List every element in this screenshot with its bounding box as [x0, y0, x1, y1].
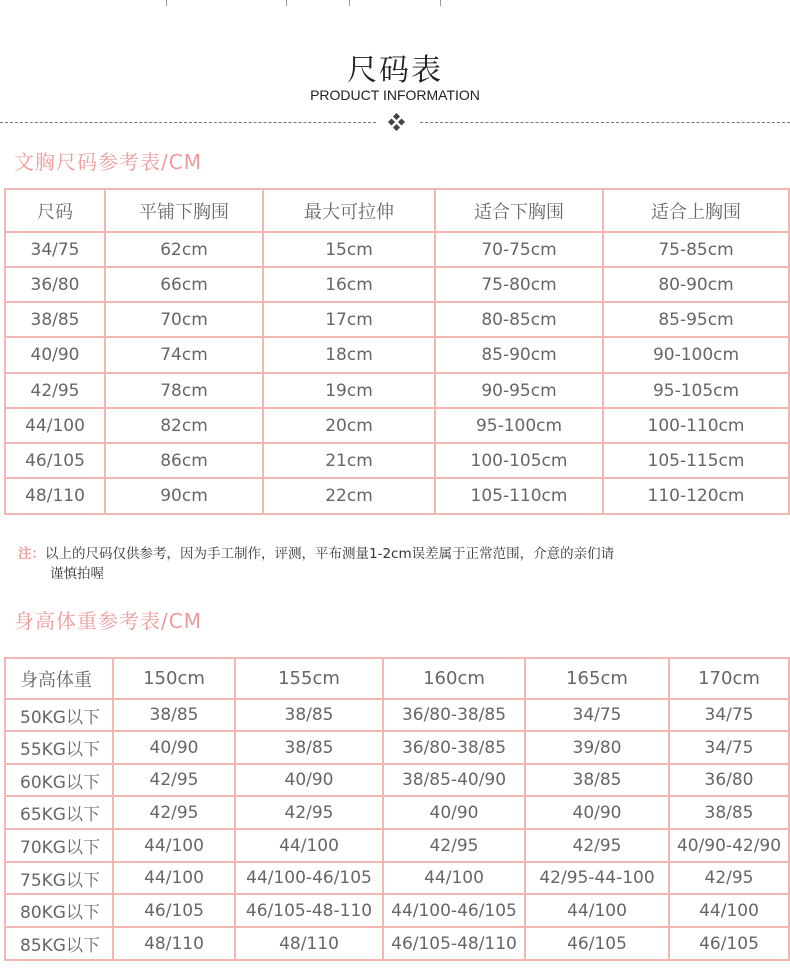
column-header: 最大可拉伸 [263, 189, 435, 232]
row-label-cell: 75KG以下 [5, 862, 113, 894]
height-weight-table [4, 657, 790, 961]
table-cell: 38/85 [669, 796, 789, 829]
table-cell: 40/90-42/90 [669, 829, 789, 862]
table-cell: 46/105-48/110 [383, 927, 525, 960]
row-label-cell: 65KG以下 [5, 796, 113, 829]
table-cell: 44/100 [113, 829, 235, 862]
table-cell: 42/95 [383, 829, 525, 862]
column-header: 尺码 [5, 189, 105, 232]
row-label-cell: 80KG以下 [5, 894, 113, 927]
note-label: 注： [18, 546, 45, 562]
row-label-cell: 55KG以下 [5, 731, 113, 764]
row-label-cell: 46/105 [5, 443, 105, 478]
table-cell: 34/75 [669, 699, 789, 731]
table-cell: 80-85cm [435, 302, 603, 337]
table-cell: 70cm [105, 302, 263, 337]
table-cell: 15cm [263, 232, 435, 267]
table-cell: 20cm [263, 408, 435, 443]
bra-table-heading: 文胸尺码参考表/CM [14, 150, 202, 174]
table-cell: 18cm [263, 337, 435, 373]
table-cell: 42/95 [525, 829, 669, 862]
table-row [5, 731, 789, 764]
bra-size-table [4, 188, 790, 515]
table-cell: 48/110 [235, 927, 383, 960]
table-cell: 90cm [105, 478, 263, 514]
table-cell: 46/105 [525, 927, 669, 960]
table-cell: 90-95cm [435, 373, 603, 408]
divider-left [0, 122, 376, 123]
table-cell: 46/105 [669, 927, 789, 960]
table-row [5, 699, 789, 731]
table-row [5, 337, 789, 373]
table-cell: 34/75 [525, 699, 669, 731]
table-cell: 42/95 [113, 764, 235, 796]
table-row [5, 373, 789, 408]
table-cell: 100-110cm [603, 408, 789, 443]
table-cell: 66cm [105, 267, 263, 302]
table-cell: 16cm [263, 267, 435, 302]
table-cell: 42/95 [669, 862, 789, 894]
table-cell: 17cm [263, 302, 435, 337]
table-cell: 21cm [263, 443, 435, 478]
table-row [5, 764, 789, 796]
note-line-2: 谨慎拍喔 [50, 566, 104, 582]
table-cell: 19cm [263, 373, 435, 408]
table-row [5, 443, 789, 478]
column-header: 150cm [113, 658, 235, 699]
table-cell: 70-75cm [435, 232, 603, 267]
row-label-cell: 50KG以下 [5, 699, 113, 731]
table-cell: 48/110 [113, 927, 235, 960]
table-cell: 105-115cm [603, 443, 789, 478]
table-cell: 44/100-46/105 [235, 862, 383, 894]
table-cell: 44/100 [383, 862, 525, 894]
table-cell: 74cm [105, 337, 263, 373]
row-label-cell: 40/90 [5, 337, 105, 373]
column-header: 160cm [383, 658, 525, 699]
table-cell: 95-100cm [435, 408, 603, 443]
column-header: 平铺下胸围 [105, 189, 263, 232]
table-cell: 38/85 [235, 731, 383, 764]
table-cell: 46/105 [113, 894, 235, 927]
table-cell: 85-95cm [603, 302, 789, 337]
table-row [5, 862, 789, 894]
table-cell: 34/75 [669, 731, 789, 764]
size-note [18, 544, 778, 584]
body-table-heading: 身高体重参考表/CM [14, 609, 202, 633]
page-subtitle: PRODUCT INFORMATION [310, 87, 480, 103]
table-cell: 44/100-46/105 [383, 894, 525, 927]
row-label-cell: 42/95 [5, 373, 105, 408]
table-row [5, 302, 789, 337]
table-cell: 42/95 [113, 796, 235, 829]
column-header: 身高体重 [5, 658, 113, 699]
row-label-cell: 34/75 [5, 232, 105, 267]
table-row [5, 232, 789, 267]
table-row [5, 927, 789, 960]
table-cell: 36/80 [669, 764, 789, 796]
table-cell: 40/90 [235, 764, 383, 796]
column-header: 165cm [525, 658, 669, 699]
row-label-cell: 38/85 [5, 302, 105, 337]
table-row [5, 478, 789, 514]
table-cell: 75-85cm [603, 232, 789, 267]
table-cell: 42/95-44-100 [525, 862, 669, 894]
table-cell: 46/105-48-110 [235, 894, 383, 927]
row-label-cell: 36/80 [5, 267, 105, 302]
table-cell: 44/100 [235, 829, 383, 862]
row-label-cell: 48/110 [5, 478, 105, 514]
table-cell: 38/85 [113, 699, 235, 731]
row-label-cell: 44/100 [5, 408, 105, 443]
top-crop-fragment [0, 0, 790, 14]
table-cell: 38/85 [235, 699, 383, 731]
table-cell: 22cm [263, 478, 435, 514]
table-cell: 36/80-38/85 [383, 699, 525, 731]
table-header-row [5, 189, 789, 232]
table-cell: 40/90 [383, 796, 525, 829]
column-header: 155cm [235, 658, 383, 699]
table-row [5, 829, 789, 862]
table-row [5, 796, 789, 829]
page-title: 尺码表 [347, 53, 443, 88]
table-cell: 78cm [105, 373, 263, 408]
table-cell: 100-105cm [435, 443, 603, 478]
table-header-row [5, 658, 789, 699]
table-cell: 62cm [105, 232, 263, 267]
table-cell: 85-90cm [435, 337, 603, 373]
divider-right [420, 122, 790, 123]
column-header: 适合下胸围 [435, 189, 603, 232]
row-label-cell: 60KG以下 [5, 764, 113, 796]
table-cell: 42/95 [235, 796, 383, 829]
column-header: 适合上胸围 [603, 189, 789, 232]
table-cell: 44/100 [525, 894, 669, 927]
table-cell: 105-110cm [435, 478, 603, 514]
table-row [5, 408, 789, 443]
table-cell: 38/85-40/90 [383, 764, 525, 796]
table-cell: 39/80 [525, 731, 669, 764]
table-cell: 82cm [105, 408, 263, 443]
table-cell: 86cm [105, 443, 263, 478]
row-label-cell: 85KG以下 [5, 927, 113, 960]
diamond-ornament-icon [386, 113, 408, 131]
table-cell: 80-90cm [603, 267, 789, 302]
table-cell: 38/85 [525, 764, 669, 796]
note-line-1: 以上的尺码仅供参考，因为手工制作，评测，平布测量1-2cm误差属于正常范围，介意的亲们请 [45, 546, 615, 562]
row-label-cell: 70KG以下 [5, 829, 113, 862]
table-cell: 44/100 [669, 894, 789, 927]
table-cell: 44/100 [113, 862, 235, 894]
table-cell: 36/80-38/85 [383, 731, 525, 764]
column-header: 170cm [669, 658, 789, 699]
table-cell: 40/90 [525, 796, 669, 829]
table-cell: 95-105cm [603, 373, 789, 408]
table-cell: 110-120cm [603, 478, 789, 514]
table-row [5, 894, 789, 927]
table-cell: 40/90 [113, 731, 235, 764]
table-row [5, 267, 789, 302]
table-cell: 75-80cm [435, 267, 603, 302]
table-cell: 90-100cm [603, 337, 789, 373]
